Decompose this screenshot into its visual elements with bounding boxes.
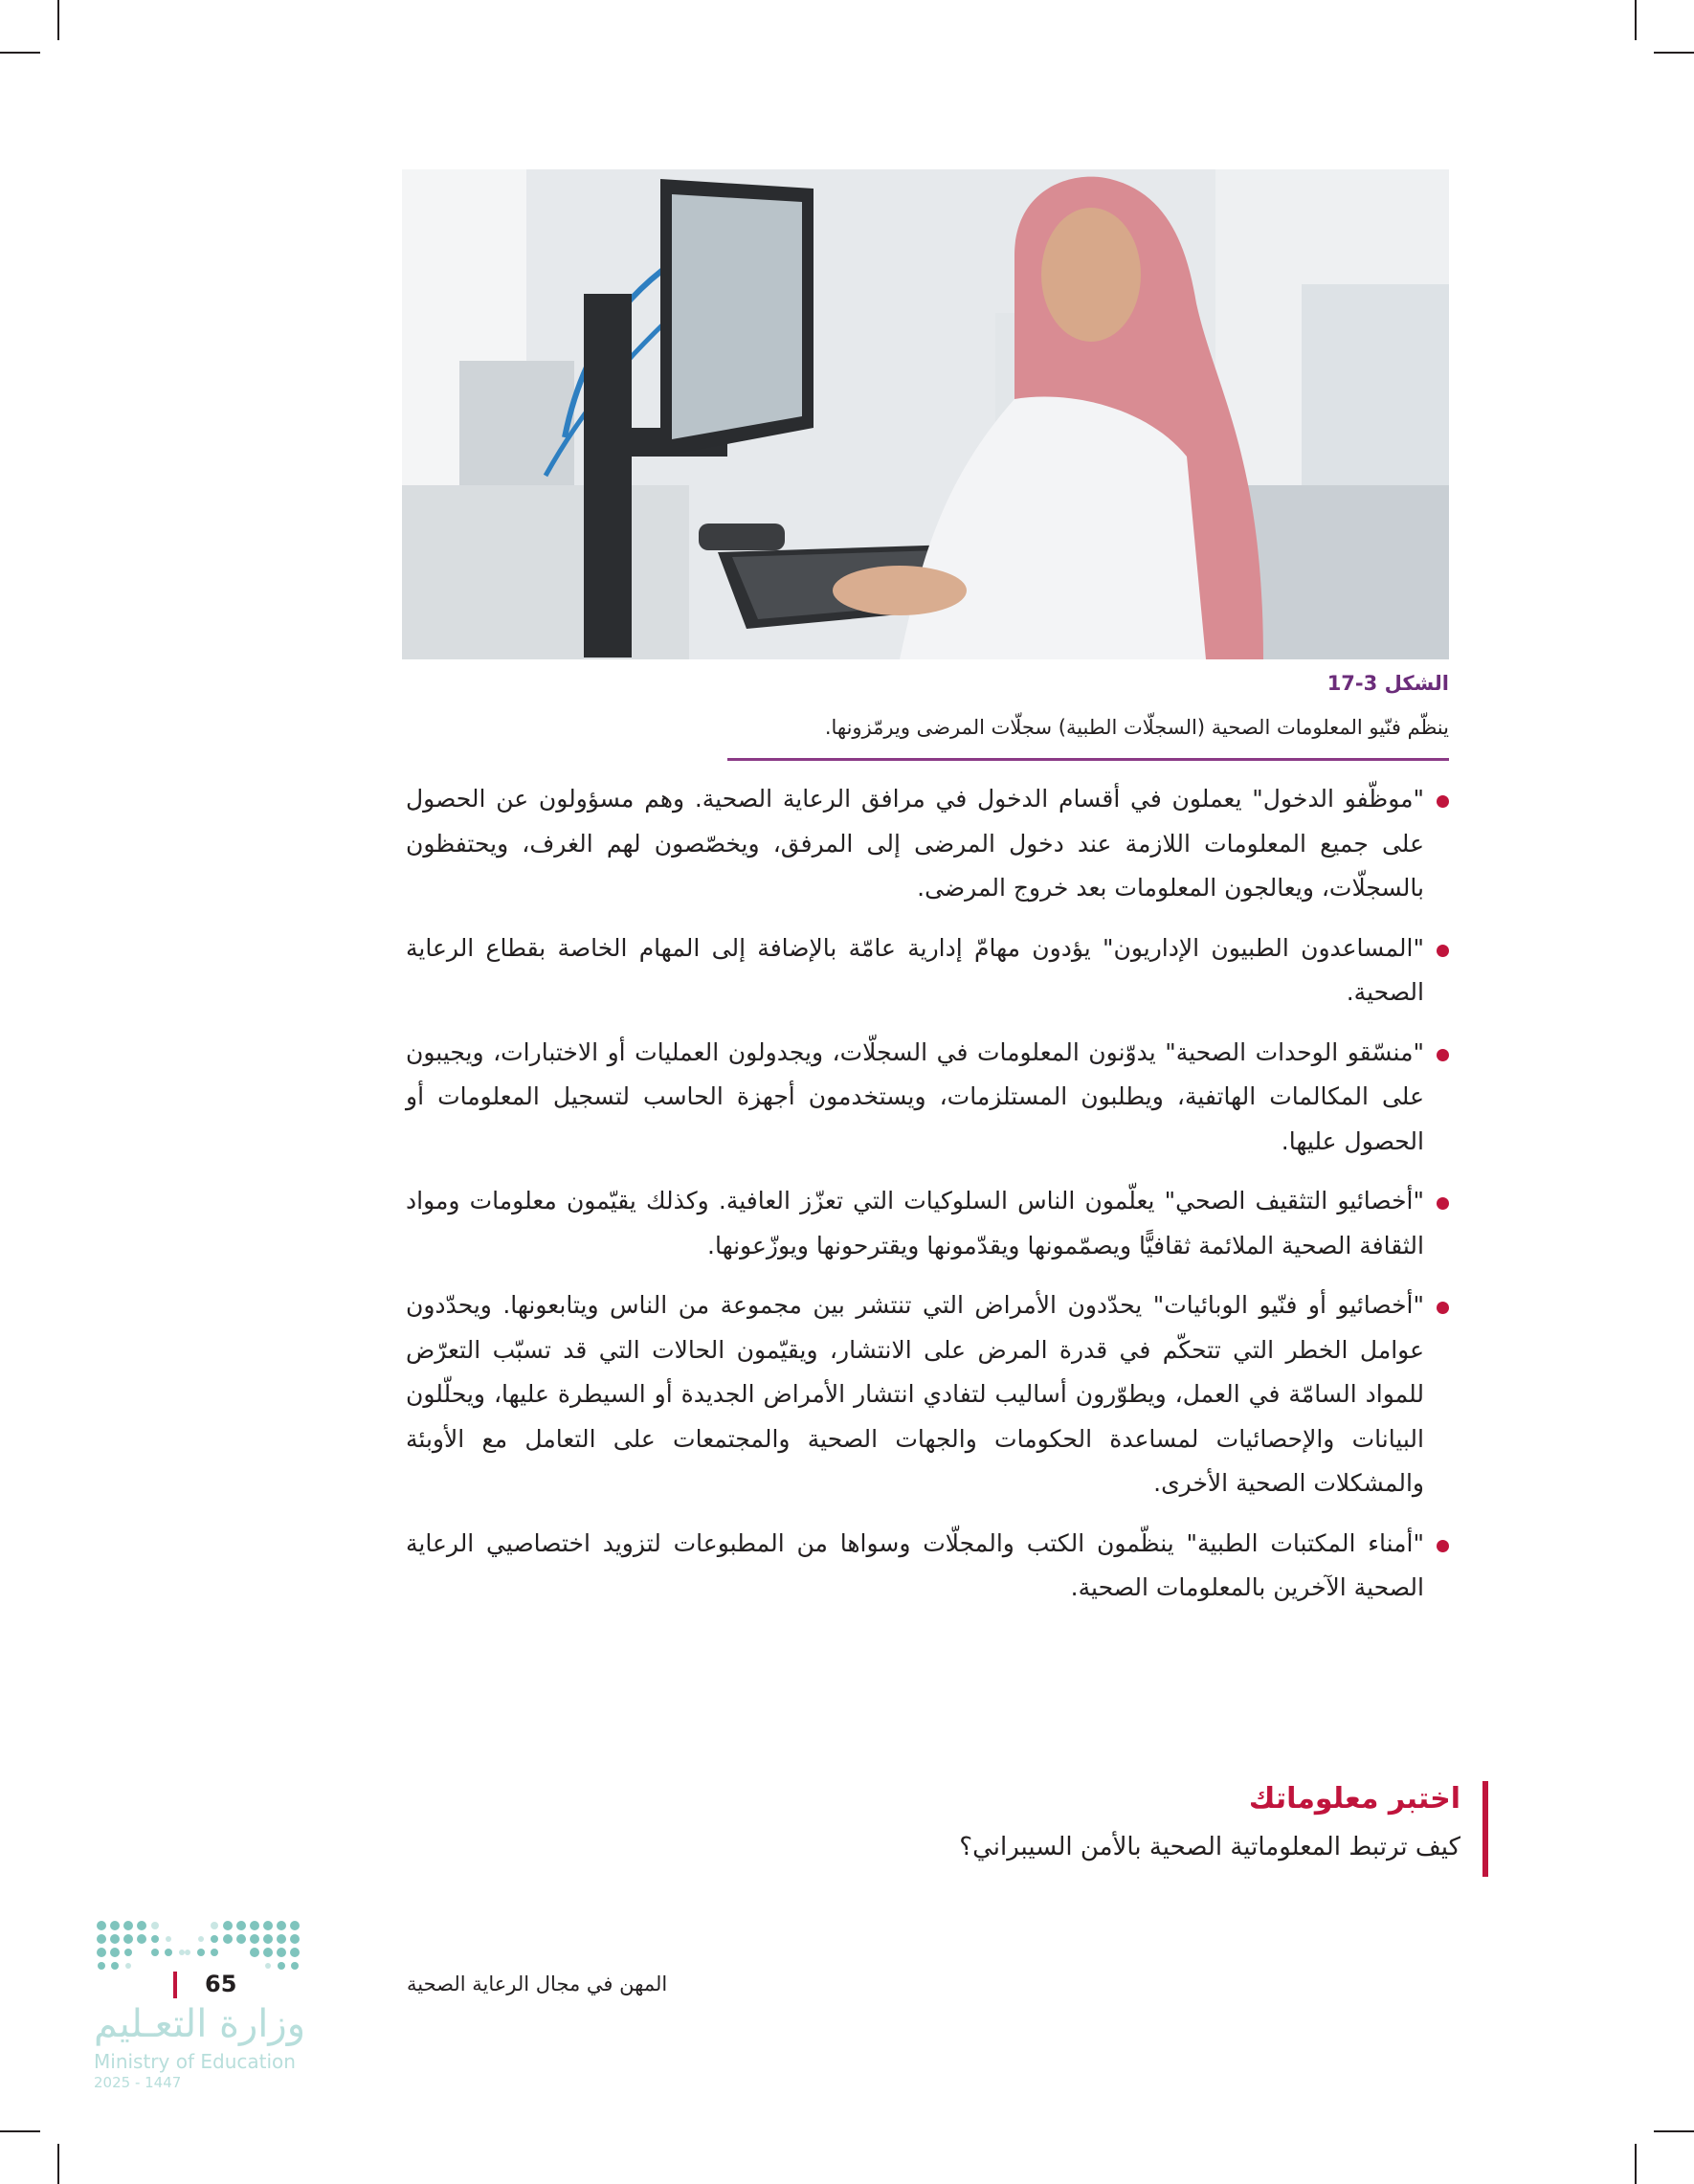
list-item-text: "أخصائيو التثقيف الصحي" يعلّمون الناس السلوكيات التي تعزّز العافية. وكذلك يقيّمون معلومات ومواد الثقافة الصحية الملائمة ثقافيًّا ويصمّمونها ويقدّمونها ويقترحونها ويوزّعونها. <box>406 1187 1424 1259</box>
bullet-dot-icon <box>1437 945 1449 957</box>
caption-divider <box>727 758 1449 761</box>
book-title: المهن في مجال الرعاية الصحية <box>407 1972 668 1995</box>
figure-photo <box>402 169 1449 659</box>
list-item <box>406 1031 1449 1165</box>
ministry-name-english: Ministry of Education <box>94 2050 296 2073</box>
list-item-text: "أخصائيو أو فنّيو الوبائيات" يحدّدون الأمراض التي تنتشر بين مجموعة من الناس ويتابعونها. ويحدّدون عوامل الخطر التي تتحكّم في قدرة المرض على الانتشار، ويقيّمون الحالات التي قد تسبّب التعرّض للمواد السامّة في العمل، ويطوّرون أساليب لتفادي انتشار الأمراض الجديدة أو السيطرة عليها، ويحلّلون البيانات والإحصائيات لمساعدة الحكومات والجهات الصحية والمجتمعات على التعامل مع الأوبئة والمشكلات الصحية الأخرى. <box>406 1291 1424 1497</box>
crop-mark <box>57 2144 59 2184</box>
list-item <box>406 1283 1449 1506</box>
test-section-question: كيف ترتبط المعلوماتية الصحية بالأمن السيبراني؟ <box>959 1833 1460 1861</box>
test-section-title: اختبر معلوماتك <box>1248 1782 1460 1816</box>
bullet-dot-icon <box>1437 1049 1449 1061</box>
list-item <box>406 1522 1449 1611</box>
crop-mark <box>0 2130 40 2132</box>
list-item <box>406 777 1449 911</box>
lab-scene-illustration <box>402 169 1449 659</box>
figure-caption: ينظّم فنّيو المعلومات الصحية (السجلّات الطبية) سجلّات المرضى ويرمّزونها. <box>824 716 1449 739</box>
ministry-logo-dots-icon <box>94 1918 304 1979</box>
list-item-text: "منسّقو الوحدات الصحية" يدوّنون المعلومات في السجلّات، ويجدولون العمليات أو الاختبارات، ويجيبون على المكالمات الهاتفية، ويطلبون المستلزمات، ويستخدمون أجهزة الحاسب لتسجيل المعلومات أو الحصول عليها. <box>406 1037 1424 1155</box>
page-number: 65 <box>205 1971 237 1997</box>
bullet-dot-icon <box>1437 1540 1449 1552</box>
list-item <box>406 1179 1449 1268</box>
bullet-dot-icon <box>1437 795 1449 808</box>
edition-year: 2025 - 1447 <box>94 2074 182 2091</box>
bullet-dot-icon <box>1437 1197 1449 1210</box>
crop-mark <box>57 0 59 40</box>
page-number-separator <box>173 1972 177 1998</box>
careers-list <box>406 777 1449 1626</box>
crop-mark <box>1635 0 1637 40</box>
list-item-text: "المساعدون الطبيون الإداريون" يؤدون مهامّ إدارية عامّة بالإضافة إلى المهام الخاصة بقطاع الرعاية الصحية. <box>406 933 1424 1006</box>
list-item <box>406 926 1449 1015</box>
crop-mark <box>1654 2130 1694 2132</box>
bullet-dot-icon <box>1437 1302 1449 1314</box>
crop-mark <box>1654 52 1694 54</box>
figure-label: الشكل 3-17 <box>1326 672 1449 695</box>
list-item-text: "موظّفو الدخول" يعملون في أقسام الدخول في مرافق الرعاية الصحية. وهم مسؤولون عن الحصول على جميع المعلومات اللازمة عند دخول المرضى إلى المرفق، ويخصّصون لهم الغرف، ويحتفظون بالسجلّات، ويعالجون المعلومات بعد خروج المرضى. <box>406 785 1424 902</box>
test-section-accent-bar <box>1482 1781 1488 1877</box>
crop-mark <box>0 52 40 54</box>
ministry-name-arabic: وزارة التعـليم <box>94 2002 306 2046</box>
crop-mark <box>1635 2144 1637 2184</box>
list-item-text: "أمناء المكتبات الطبية" ينظّمون الكتب والمجلّات وسواها من المطبوعات لتزويد اختصاصيي الرعاية الصحية الآخرين بالمعلومات الصحية. <box>406 1528 1424 1601</box>
